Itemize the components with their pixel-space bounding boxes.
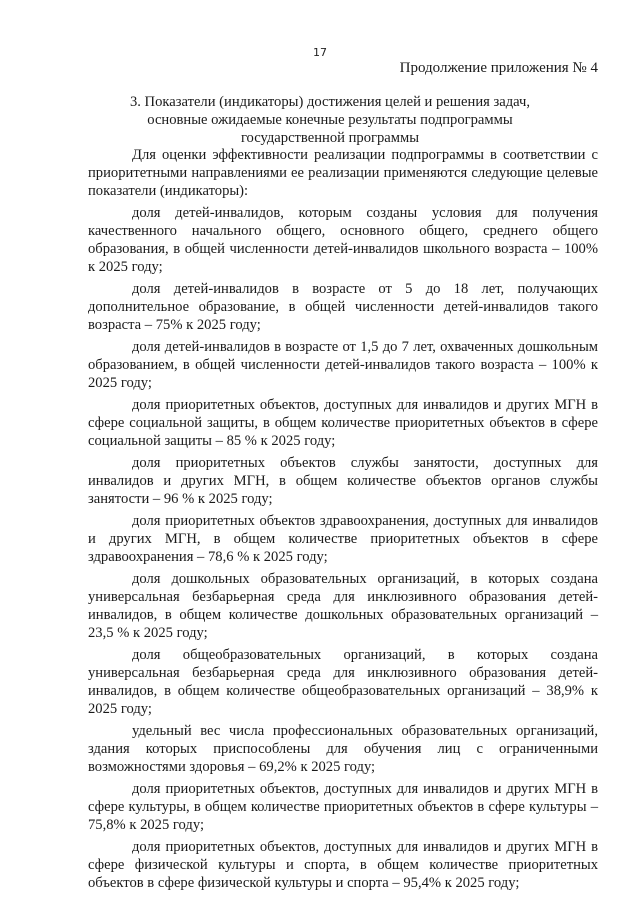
indicator-paragraph: доля приоритетных объектов, доступных для инвалидов и других МГН в сфере культуры, в общем количестве приоритетных объектов в сфере культуры – 75,8% к 2025 году; bbox=[88, 781, 598, 833]
indicator-paragraph: доля детей-инвалидов, которым созданы условия для получения качественного начального общего, основного общего, среднего общего образования, в общей численности детей-инвалидов школьного возраста – 100% к 2025 году; bbox=[88, 205, 598, 275]
section-title-line: государственной программы bbox=[240, 130, 420, 146]
indicator-paragraph: доля дошкольных образовательных организаций, в которых создана универсальная безбарьерная среда для инклюзивного образования детей-инвалидов, в общем количестве дошкольных образовательных организаций – 23,5 % к 2025 году; bbox=[88, 571, 598, 641]
section-title-line: 3. Показатели (индикаторы) достижения целей и решения задач, bbox=[129, 94, 531, 110]
indicator-paragraph: доля приоритетных объектов здравоохранения, доступных для инвалидов и других МГН, в общем количестве приоритетных объектов в сфере здравоохранения – 78,6 % к 2025 году; bbox=[88, 513, 598, 565]
page-number: 17 bbox=[313, 46, 327, 59]
indicator-paragraph: доля приоритетных объектов, доступных для инвалидов и других МГН в сфере физической культуры и спорта, в общем количестве приоритетных объектов в сфере физической культуры и спорта – 95,4% к 2025 году; bbox=[88, 839, 598, 891]
intro-paragraph: Для оценки эффективности реализации подпрограммы в соответствии с приоритетными направлениями ее реализации применяются следующие целевые показатели (индикаторы): bbox=[88, 147, 598, 199]
indicator-paragraph: доля приоритетных объектов службы занятости, доступных для инвалидов и других МГН, в общем количестве объектов органов службы занятости – 96 % к 2025 году; bbox=[88, 455, 598, 507]
section-title bbox=[90, 93, 570, 147]
indicator-paragraph: доля детей-инвалидов в возрасте от 1,5 до 7 лет, охваченных дошкольным образованием, в общей численности детей-инвалидов такого возраста – 100% к 2025 году; bbox=[88, 339, 598, 391]
body-text bbox=[88, 146, 598, 896]
indicator-paragraph: доля общеобразовательных организаций, в которых создана универсальная безбарьерная среда для инклюзивного образования детей-инвалидов, в общем количестве общеобразовательных организаций – 38,9% к 2025 году; bbox=[88, 647, 598, 717]
indicator-paragraph: доля детей-инвалидов в возрасте от 5 до 18 лет, получающих дополнительное образование, в общей численности детей-инвалидов такого возраста – 75% к 2025 году; bbox=[88, 281, 598, 333]
appendix-note: Продолжение приложения № 4 bbox=[399, 60, 598, 76]
indicator-paragraph: доля приоритетных объектов, доступных для инвалидов и других МГН в сфере социальной защиты, в общем количестве приоритетных объектов в сфере социальной защиты – 85 % к 2025 году; bbox=[88, 397, 598, 449]
indicator-paragraph: удельный вес числа профессиональных образовательных организаций, здания которых приспособлены для обучения лиц с ограниченными возможностями здоровья – 69,2% к 2025 году; bbox=[88, 723, 598, 775]
section-title-line: основные ожидаемые конечные результаты подпрограммы bbox=[147, 112, 513, 128]
